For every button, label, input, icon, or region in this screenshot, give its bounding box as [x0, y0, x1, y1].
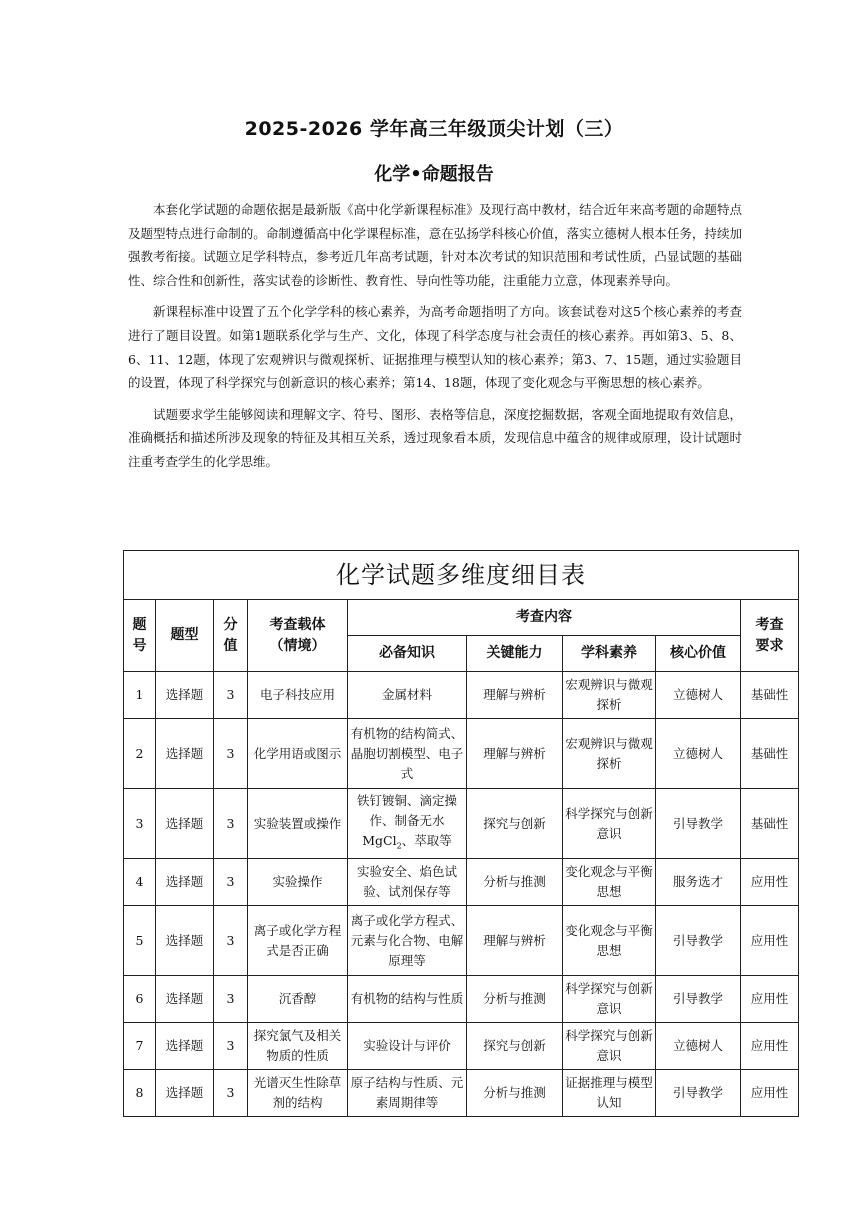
cell-knowledge: 有机物的结构与性质: [348, 976, 467, 1023]
spec-table: [123, 550, 799, 1117]
cell-knowledge: 原子结构与性质、元素周期律等: [348, 1070, 467, 1117]
cell-score: 3: [214, 672, 248, 719]
paragraph: 新课程标准中设置了五个化学学科的核心素养，为高考命题指明了方向。该套试卷对这5个核心素养的考查进行了题目设置。如第1题联系化学与生产、文化，体现了科学态度与社会责任的核心素养。再如第3、5、8、6、11、12题，体现了宏观辨识与微观探析、证据推理与模型认知的核心素养；第3、7、15题，通过实验题目的设置，体现了科学探究与创新意识的核心素养；第14、18题，体现了变化观念与平衡思想的核心素养。: [128, 304, 742, 391]
header-knowledge: 必备知识: [348, 636, 467, 672]
cell-num: 3: [124, 789, 156, 859]
cell-num: 6: [124, 976, 156, 1023]
cell-value: 引导教学: [656, 789, 741, 859]
cell-knowledge: 铁钉镀铜、滴定操作、制备无水MgCl$_2$、萃取等: [348, 789, 467, 859]
cell-type: 选择题: [156, 859, 214, 906]
cell-requirement: 应用性: [741, 976, 799, 1023]
table-row: [124, 859, 799, 906]
cell-carrier: 探究氯气及相关物质的性质: [248, 1023, 348, 1070]
header-score: 分值: [214, 600, 248, 672]
cell-knowledge: 金属材料: [348, 672, 467, 719]
cell-carrier: 实验装置或操作: [248, 789, 348, 859]
cell-value: 立德树人: [656, 719, 741, 789]
cell-requirement: 基础性: [741, 789, 799, 859]
cell-ability: 分析与推测: [467, 1070, 563, 1117]
cell-literacy: 科学探究与创新意识: [563, 789, 656, 859]
cell-score: 3: [214, 789, 248, 859]
cell-type: 选择题: [156, 1070, 214, 1117]
table-row: [124, 719, 799, 789]
cell-ability: 探究与创新: [467, 1023, 563, 1070]
table-caption: 化学试题多维度细目表: [124, 551, 799, 600]
cell-ability: 理解与辨析: [467, 719, 563, 789]
cell-literacy: 变化观念与平衡思想: [563, 859, 656, 906]
cell-value: 引导教学: [656, 976, 741, 1023]
report-body: [128, 198, 742, 482]
cell-literacy: 宏观辨识与微观探析: [563, 719, 656, 789]
cell-num: 5: [124, 906, 156, 976]
cell-num: 1: [124, 672, 156, 719]
header-ability: 关键能力: [467, 636, 563, 672]
cell-ability: 理解与辨析: [467, 672, 563, 719]
cell-type: 选择题: [156, 789, 214, 859]
paragraph: 本套化学试题的命题依据是最新版《高中化学新课程标准》及现行高中教材，结合近年来高考题的命题特点及题型特点进行命制的。命制遵循高中化学课程标准，意在弘扬学科核心价值，落实立德树人根本任务，持续加强教考衔接。试题立足学科特点，参考近几年高考试题，针对本次考试的知识范围和考试性质，凸显试题的基础性、综合性和创新性，落实试卷的诊断性、教育性、导向性等功能，注重能力立意，体现素养导向。: [128, 202, 742, 288]
document-title: 2025-2026 学年高三年级顶尖计划（三）: [244, 118, 624, 140]
cell-requirement: 基础性: [741, 719, 799, 789]
header-requirement: 考查要求: [741, 600, 799, 672]
cell-knowledge: 有机物的结构简式、晶胞切割模型、电子式: [348, 719, 467, 789]
cell-value: 立德树人: [656, 672, 741, 719]
cell-literacy: 科学探究与创新意识: [563, 1023, 656, 1070]
cell-requirement: 应用性: [741, 859, 799, 906]
cell-type: 选择题: [156, 672, 214, 719]
cell-type: 选择题: [156, 1023, 214, 1070]
cell-type: 选择题: [156, 719, 214, 789]
cell-type: 选择题: [156, 906, 214, 976]
table-row: [124, 1070, 799, 1117]
cell-value: 引导教学: [656, 1070, 741, 1117]
paragraph: 试题要求学生能够阅读和理解文字、符号、图形、表格等信息，深度挖掘数据，客观全面地提取有效信息，准确概括和描述所涉及现象的特征及其相互关系，透过现象看本质，发现信息中蕴含的规律或原理，设计试题时注重考查学生的化学思维。: [128, 406, 742, 469]
cell-carrier: 沉香醇: [248, 976, 348, 1023]
cell-score: 3: [214, 859, 248, 906]
cell-ability: 分析与推测: [467, 976, 563, 1023]
table-row: [124, 1023, 799, 1070]
table-row: [124, 672, 799, 719]
table-row: [124, 976, 799, 1023]
cell-value: 立德树人: [656, 1023, 741, 1070]
header-type: 题型: [156, 600, 214, 672]
cell-num: 8: [124, 1070, 156, 1117]
cell-score: 3: [214, 1023, 248, 1070]
cell-literacy: 宏观辨识与微观探析: [563, 672, 656, 719]
cell-ability: 分析与推测: [467, 859, 563, 906]
cell-literacy: 变化观念与平衡思想: [563, 906, 656, 976]
cell-requirement: 应用性: [741, 1023, 799, 1070]
cell-value: 服务选才: [656, 859, 741, 906]
cell-literacy: 科学探究与创新意识: [563, 976, 656, 1023]
cell-num: 4: [124, 859, 156, 906]
cell-carrier: 离子或化学方程式是否正确: [248, 906, 348, 976]
cell-score: 3: [214, 906, 248, 976]
cell-ability: 理解与辨析: [467, 906, 563, 976]
header-carrier: 考查载体 （情境）: [248, 600, 348, 672]
cell-score: 3: [214, 719, 248, 789]
cell-ability: 探究与创新: [467, 789, 563, 859]
cell-carrier: 电子科技应用: [248, 672, 348, 719]
cell-knowledge: 实验设计与评价: [348, 1023, 467, 1070]
table-row: [124, 906, 799, 976]
cell-carrier: 光谱灭生性除草剂的结构: [248, 1070, 348, 1117]
cell-knowledge: 离子或化学方程式、元素与化合物、电解原理等: [348, 906, 467, 976]
header-content: 考查内容: [348, 600, 741, 636]
cell-num: 7: [124, 1023, 156, 1070]
cell-type: 选择题: [156, 976, 214, 1023]
cell-score: 3: [214, 1070, 248, 1117]
cell-requirement: 基础性: [741, 672, 799, 719]
cell-literacy: 证据推理与模型认知: [563, 1070, 656, 1117]
header-literacy: 学科素养: [563, 636, 656, 672]
table-row: [124, 789, 799, 859]
cell-requirement: 应用性: [741, 1070, 799, 1117]
cell-value: 引导教学: [656, 906, 741, 976]
header-value: 核心价值: [656, 636, 741, 672]
cell-carrier: 化学用语或图示: [248, 719, 348, 789]
cell-requirement: 应用性: [741, 906, 799, 976]
document-subtitle: 化学•命题报告: [374, 164, 494, 185]
cell-score: 3: [214, 976, 248, 1023]
cell-num: 2: [124, 719, 156, 789]
header-num: 题号: [124, 600, 156, 672]
cell-carrier: 实验操作: [248, 859, 348, 906]
cell-knowledge: 实验安全、焰色试验、试剂保存等: [348, 859, 467, 906]
